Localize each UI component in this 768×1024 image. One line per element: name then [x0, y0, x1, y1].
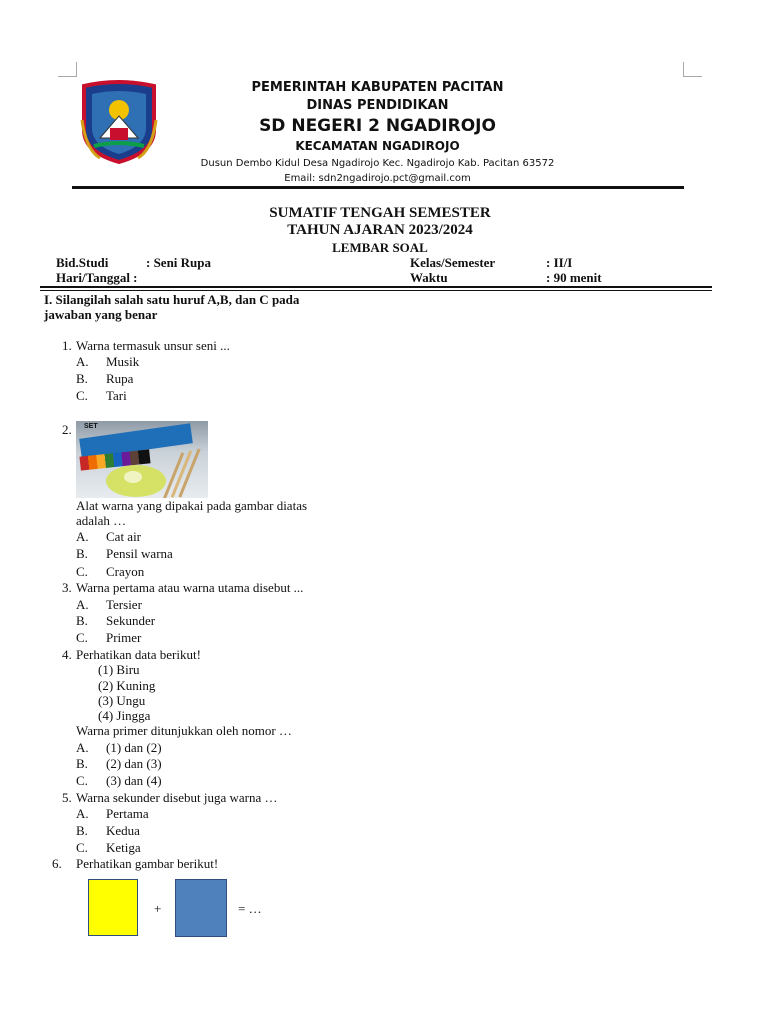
q2-photo-label: SET [84, 423, 98, 430]
class-label: Kelas/Semester [410, 255, 496, 270]
q6-equals-sign: = … [238, 901, 262, 916]
q3-option-a-letter: A. [76, 597, 89, 612]
header-email: Email: sdn2ngadirojo.pct@gmail.com [284, 173, 471, 184]
exam-title: SUMATIF TENGAH SEMESTER [269, 205, 491, 221]
q6-text: Perhatikan gambar berikut! [76, 856, 219, 871]
margin-corner-top-left [58, 62, 77, 77]
q2-option-a: Cat air [106, 529, 142, 544]
q4-option-c-letter: C. [76, 773, 88, 788]
header-agency: DINAS PENDIDIKAN [306, 98, 449, 113]
exam-year: TAHUN AJARAN 2023/2024 [287, 222, 473, 238]
header-district: KECAMATAN NGADIROJO [295, 139, 460, 153]
header-address: Dusun Dembo Kidul Desa Ngadirojo Kec. Ngadirojo Kab. Pacitan 63572 [200, 158, 555, 169]
q5-option-b-letter: B. [76, 823, 88, 838]
q1-number: 1. [62, 338, 72, 353]
q4-option-a: (1) dan (2) [106, 740, 162, 755]
q2-option-c: Crayon [106, 564, 145, 579]
section-instruction-line1: I. Silangilah salah satu huruf A,B, dan C pada [44, 292, 300, 307]
q6-number: 6. [52, 856, 62, 871]
q2-option-b: Pensil warna [106, 546, 173, 561]
q5-option-b: Kedua [106, 823, 140, 838]
q4-text: Perhatikan data berikut! [76, 647, 201, 662]
q1-option-c: Tari [106, 388, 127, 403]
time-value: : 90 menit [546, 270, 602, 285]
q2-option-a-letter: A. [76, 529, 89, 544]
q5-option-a-letter: A. [76, 806, 89, 821]
q5-option-c: Ketiga [106, 840, 141, 855]
time-label: Waktu [410, 270, 448, 285]
q3-option-b: Sekunder [106, 613, 156, 628]
q3-text: Warna pertama atau warna utama disebut ... [76, 580, 304, 595]
q1-option-a: Musik [106, 354, 140, 369]
exam-subtitle: LEMBAR SOAL [332, 240, 428, 255]
q5-option-a: Pertama [106, 806, 149, 821]
header-government: PEMERINTAH KABUPATEN PACITAN [251, 80, 504, 95]
q1-text: Warna termasuk unsur seni ... [76, 338, 230, 353]
q2-text-line2: adalah … [76, 513, 127, 528]
subject-label: Bid.Studi [56, 255, 109, 270]
q3-number: 3. [62, 580, 72, 595]
q5-text: Warna sekunder disebut juga warna … [76, 790, 278, 805]
q2-watercolor-photo [76, 421, 208, 498]
q4-option-b-letter: B. [76, 756, 88, 771]
q3-option-a: Tersier [106, 597, 142, 612]
q4-item-2: (2) Kuning [98, 678, 156, 693]
q4-item-3: (3) Ungu [98, 693, 146, 708]
q5-option-c-letter: C. [76, 840, 88, 855]
q4-item-1: (1) Biru [98, 662, 140, 677]
q4-number: 4. [62, 647, 72, 662]
class-value: : II/I [546, 255, 573, 270]
q6-color-square-blue [175, 879, 227, 937]
q4-item-4: (4) Jingga [98, 708, 151, 723]
q3-option-c-letter: C. [76, 630, 88, 645]
meta-divider-thin [40, 290, 712, 291]
meta-divider-thick [40, 286, 712, 288]
q3-option-b-letter: B. [76, 613, 88, 628]
margin-corner-top-right [683, 62, 702, 77]
q4-option-b: (2) dan (3) [106, 756, 162, 771]
pacitan-emblem-logo [80, 80, 158, 164]
q2-text-line1: Alat warna yang dipakai pada gambar diatas [76, 498, 308, 513]
q4-option-c: (3) dan (4) [106, 773, 162, 788]
q2-option-b-letter: B. [76, 546, 88, 561]
q2-number: 2. [62, 422, 72, 437]
header-divider [72, 186, 684, 189]
q6-color-square-yellow [88, 879, 138, 936]
q3-option-c: Primer [106, 630, 142, 645]
q4-option-a-letter: A. [76, 740, 89, 755]
section-instruction-line2: jawaban yang benar [44, 307, 158, 322]
q1-option-b: Rupa [106, 371, 134, 386]
q1-option-a-letter: A. [76, 354, 89, 369]
subject-value: : Seni Rupa [146, 255, 212, 270]
date-label: Hari/Tanggal : [56, 270, 138, 285]
q5-number: 5. [62, 790, 72, 805]
q2-option-c-letter: C. [76, 564, 88, 579]
q6-plus-sign: + [154, 901, 162, 916]
q1-option-b-letter: B. [76, 371, 88, 386]
q1-option-c-letter: C. [76, 388, 88, 403]
q4-text-2: Warna primer ditunjukkan oleh nomor … [76, 723, 292, 738]
header-school-name: SD NEGERI 2 NGADIROJO [259, 116, 496, 136]
